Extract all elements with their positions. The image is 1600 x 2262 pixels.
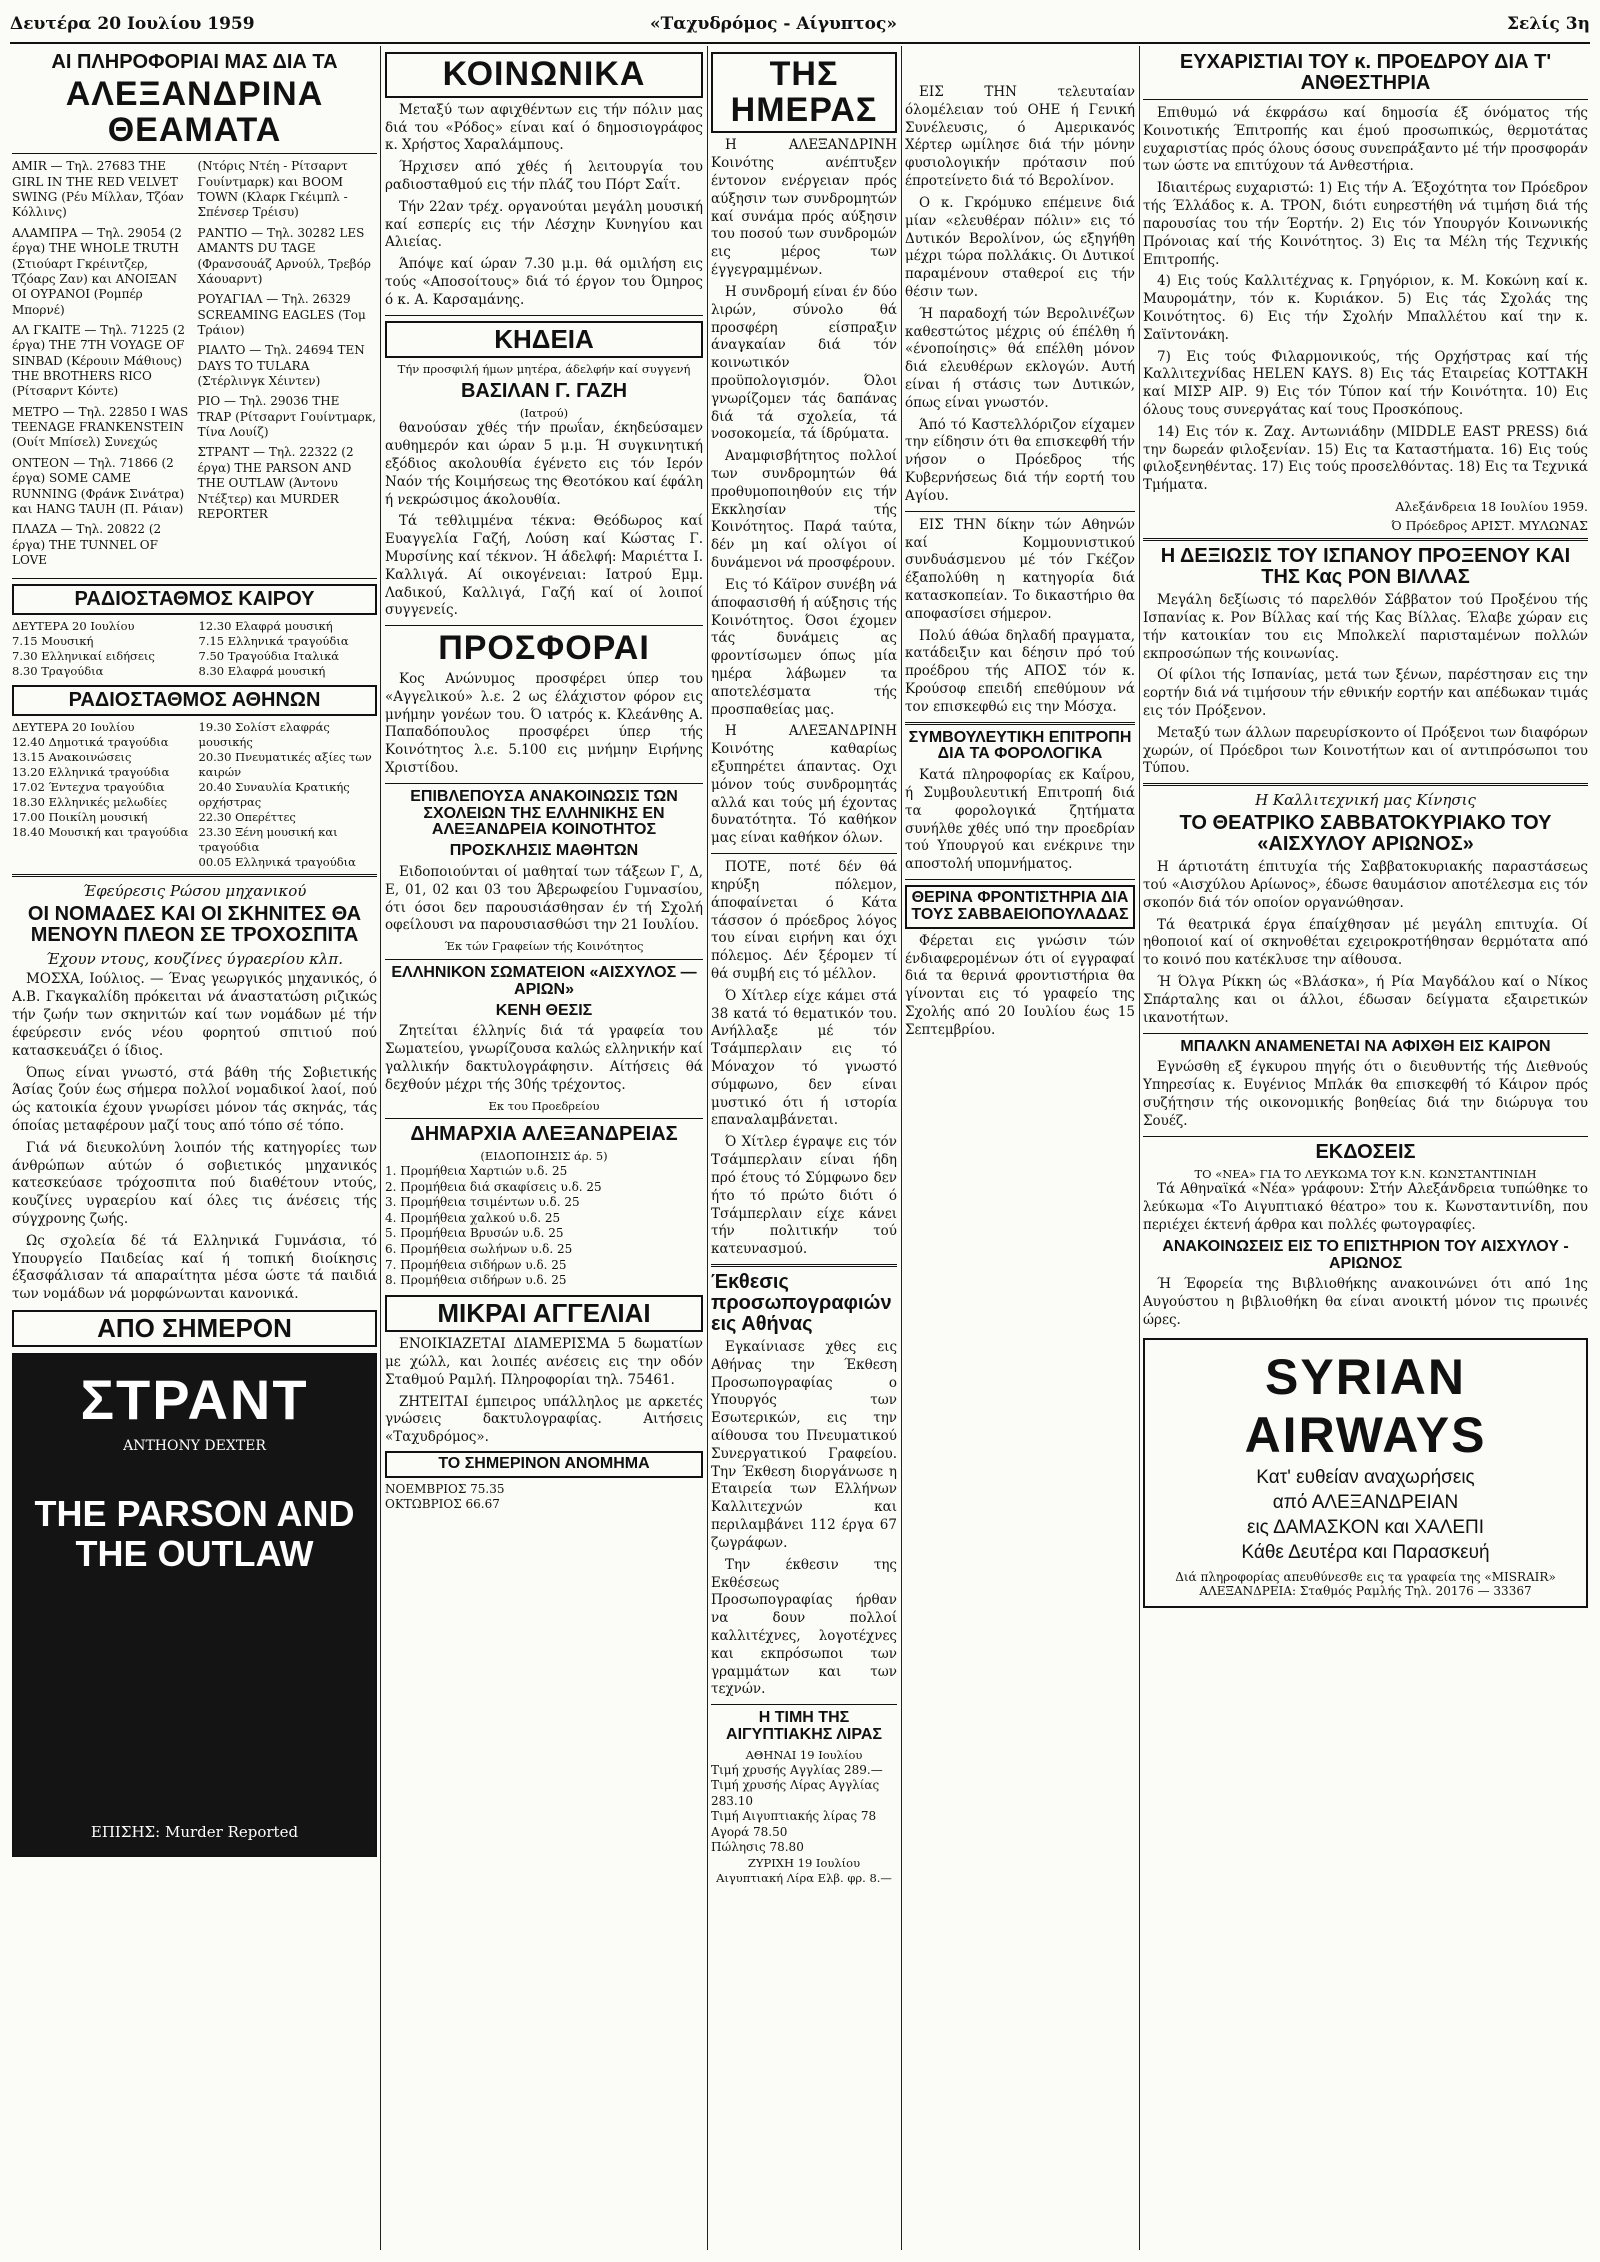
tender-item: 2. Προμήθεια διά σκαφίσεις υ.δ. 25 xyxy=(385,1179,602,1194)
cinema-entry: (Ντόρις Ντέη - Ρίτσαρντ Γουίντμαρκ) και BOOM TOWN (Κλαρκ Γκέιμπλ - Σπένσερ Τρέισυ) xyxy=(197,159,348,220)
pound-rate-note: Αιγυπτιακή Λίρα Ελβ. φρ. 8.— xyxy=(716,1870,892,1885)
municipality-subtitle: (ΕΙΔΟΠΟΙΗΣΙΣ άρ. 5) xyxy=(480,1149,608,1164)
theatre-paragraph: Η άρτιοτάτη έπιτυχία τής Σαββατοκυριακής παραστάσεως τού «Αισχύλου Αρίωνος», έδωσε θαυμάσιον αποτέλεσμα εις τόν σκοπόν διά τόν οποίον οργανώθησαν. xyxy=(1143,859,1588,911)
funeral-name: ΒΑΣΙΛΑΝ Γ. ΓΑΖΗ xyxy=(460,379,628,402)
thanks-title: ΕΥΧΑΡΙΣΤΙΑΙ ΤΟΥ κ. ΠΡΟΕΔΡΟΥ ΔΙΑ Τ' ΑΝΘΕΣΤΗΡΙΑ xyxy=(1179,51,1552,94)
cinema-listings xyxy=(12,159,377,573)
publications-title: ΕΚΔΟΣΕΙΣ xyxy=(1315,1140,1416,1163)
cinema-entry: AMIR — Τηλ. 27683 THE GIRL IN THE RED VELVET SWING (Ρέυ Μίλλαν, Τζόαν Κόλλινς) xyxy=(12,159,184,220)
radio-slot: 20.40 Συναυλία Κρατικής ορχήστρας xyxy=(198,779,350,809)
radio-slot: ΔΕΥΤΕΡΑ 20 Ιουλίου xyxy=(12,619,135,634)
rate-row: Πώλησις 78.80 xyxy=(711,1840,804,1855)
entertainment-headline: ΑΛΕΞΑΝΔΡΙΝΑ ΘΕΑΜΑΤΑ xyxy=(65,75,324,149)
publications-subtitle: ΤΟ «ΝΕΑ» ΓΙΑ ΤΟ ΛΕΥΚΩΜΑ ΤΟΥ Κ.Ν. ΚΩΝΣΤΑΝΤΙΝΙΔΗ xyxy=(1194,1166,1537,1181)
issue-date: Δευτέρα 20 Ιουλίου 1959 xyxy=(10,14,255,34)
index-row: ΝΟΕΜΒΡΙΟΣ 75.35 xyxy=(385,1481,505,1496)
article-kicker: Έφεύρεσις Ρώσου μηχανικού xyxy=(82,882,307,901)
society-text: Ζητείται έλληνίς διά τά γραφεία του Σωματείου, γνωρίζουσα καλώς ελληνικήν καί γαλλικήν δακτυλογράφησιν. Αίτήσεις θά δεχθούν μέχρι τής 30ής τρέχοντος. xyxy=(385,1023,703,1093)
news-paragraph: Ο κ. Γκρόμυκο επέμεινε διά μίαν «ελευθέραν πόλιν» εις τό Δυτικόν Βερολίνον, ώς εξηγήθη μέχρι τώρα πολλάκις. Οι Δυτικοί παραμένουν σταθεροί εις τήν θέσιν των. xyxy=(905,194,1135,300)
news-paragraph: ΕΙΣ ΤΗΝ δίκην τών Αθηνών καί Κομμουνιστικού συνδυάσμενου μέ τόν Γκέζον έξαπολύθη η κατηγορία διά κατασκοπείαν. Το δικαστήριο θα αποφασίσει σήμερον. xyxy=(905,516,1135,622)
black-visit-text: Εγνώσθη εξ έγκυρου πηγής ότι ο διευθυντής τής Διεθνούς Υπηρεσίας κ. Ευγένιος Μπλάκ θα επισκεφθή τό Κάιρον πρός συζήτησιν τής οικονομικής βοηθείας διά την διώρυγα του Σουέζ. xyxy=(1143,1059,1588,1129)
poster-cinema-name: ΣΤΡΑΝΤ xyxy=(80,1368,309,1432)
cinema-entry: ΑΛ ΓΚΑΙΤΕ — Τηλ. 71225 (2 έργα) THE 7TH VOYAGE OF SINBAD (Κέρουιν Μάθιους) THE BROTHERS RICO (Ρίτσαρντ Κόντε) xyxy=(12,322,185,399)
publications-text: Τά Αθηναϊκά «Νέα» γράφουν: Στήν Αλεξάνδρεια τυπώθηκε το λεύκωμα «Το Αιγυπτιακό θέατρο» του κ. Κωνσταντινίδη, που περιέχει έκτενή άρθρα και πολλές φωτογραφίες. xyxy=(1143,1181,1588,1233)
funeral-text: θανούσαν χθές τήν πρωΐαν, έκηδεύσαμεν αυθημερόν και ώραν 5 μ.μ. Ή συγκινητική εξόδιος ακολουθία έγένετο εις τόν Ιερόν Ναόν τής Κοιμήσεως της Θεοτόκου καί έφάλη ή νεκρώσιμος άκολουθία. xyxy=(385,420,703,508)
pound-rates xyxy=(711,1763,897,1857)
radio-slot: 13.20 Ελληνικά τραγούδια xyxy=(12,764,170,779)
school-notice-title: ΕΠΙΒΛΕΠΟΥΣΑ ΑΝΑΚΟΙΝΩΣΙΣ ΤΩΝ ΣΧΟΛΕΙΩΝ ΤΗΣ ΕΛΛΗΝΙΚΗΣ ΕΝ ΑΛΕΞΑΝΔΡΕΙΑ ΚΟΙΝΟΤΗΤΟΣ xyxy=(410,787,678,839)
radio-cairo-schedule xyxy=(12,619,377,679)
article-subhead: Έχουν ντους, κουζίνες ύγραερίου κλπ. xyxy=(45,950,344,969)
cinema-entry: ΣΤΡΑΝΤ — Τηλ. 22322 (2 έργα) THE PARSON AND THE OUTLAW (Άντονυ Ντέξτερ) και MURDER REPORTER xyxy=(197,445,354,521)
radio-slot: ΔΕΥΤΕΡΑ 20 Ιουλίου xyxy=(12,720,135,735)
reception-paragraph: Μεταξύ των άλλων παρευρίσκοντο οί Πρόξενοι των διαφόρων χωρών, οί Πρόεδροι των Κοινοτήτων και οί αντιπρόσωποι του Τύπου. xyxy=(1143,724,1588,777)
reception-paragraph: Μεγάλη δεξίωσις τό παρελθόν Σάββατον τού Προξένου τής Ισπανίας κ. Ρον Βίλλας καί τής Κας Βίλλας. Έλαβε χώραν εις τήν κατοικίαν του εις Μπολκελί παρισταμένων πολλών εκπροσώπων τής κοινωνίας. xyxy=(1143,592,1588,662)
radio-slot: 7.15 Μουσική xyxy=(12,634,94,649)
news-paragraph: ΕΙΣ ΤΗΝ τελευταίαν όλομέλειαν τού ΟΗΕ ή Γενική Συνέλευσις, ό Αμερικανός Χέρτερ ωμίλησε διά τήν μόνην φυσιολογικήν πρότασιν πού έπροτείνετο διά τό Βερολίνον. xyxy=(905,84,1135,190)
ad-contact: Διά πληροφορίας απευθύνεσθε εις τα γραφεία της «MISRAIR» ΑΛΕΞΑΝΔΡΕΙΑ: Σταθμός Ραμλής Τηλ. 20176 — 33367 xyxy=(1175,1569,1556,1598)
social-item: Μεταξύ των αφιχθέντων εις τήν πόλιν μας διά του «Ρόδος» είναι καί ό δημοσιογράφος κ. Χρήστος Χαραλάμπους. xyxy=(385,101,703,154)
funeral-title: ΚΗΔΕΙΑ xyxy=(385,321,703,358)
reception-paragraph: Οί φίλοι τής Ισπανίας, μετά των ξένων, παρέστησαν εις την εορτήν διά νά τιμήσουν τήν εθνικήν εορτήν και απέδωκαν τιμάς εις τόν Πρόξενον. xyxy=(1143,667,1588,719)
ad-line: Κατ' ευθείαν αναχωρήσεις xyxy=(1256,1466,1475,1488)
municipality-items xyxy=(385,1164,703,1289)
poster-star: ANTHONY DEXTER xyxy=(123,1438,266,1455)
editorial-paragraph: Η ΑΛΕΞΑΝΔΡΙΝΗ Κοινότης καθαρίως εξυπηρέτει άπαντας. Οχι μόνον τούς συνδρομητάς αλλά και τούς μή έχοντας δυνατότητα. Τό καθήκον μας είναι καθήκον όλων. xyxy=(711,723,897,847)
radio-slot: 17.00 Ποικίλη μουσική xyxy=(12,809,148,824)
radio-slot: 18.30 Ελληνικές μελωδίες xyxy=(12,794,168,809)
tax-committee-text: Κατά πληροφορίας εκ Καΐρου, ή Συμβουλευτική Επιτροπή διά τα φορολογικά ζητήματα συνήλθε χθές υπό την προεδρίαν τού Υπουργού και ενέκρινε την αποστολή υπομνήματος. xyxy=(905,767,1135,873)
thanks-paragraph: Ιδιαιτέρως ευχαριστώ: 1) Εις τήν Α. Έξοχότητα τον Πρόεδρον τής Έλλάδος κ. Α. ΤΡΟΝ, διότι ευηρεστήθη νά τιμήση διά τής παρουσίας του τήν Έορτήν. 2) Εις τόν Υπουργόν Κοινωνικής Πρόνοιας καί τής Κοινότητος. 3) Εις τα Μέλη τής Τεχνικής Επιτροπής. xyxy=(1143,180,1588,268)
announcements-title: ΑΝΑΚΟΙΝΩΣΕΙΣ ΕΙΣ ΤΟ ΕΠΙΣΤΗΡΙΟΝ ΤΟΥ ΑΙΣΧΥΛΟΥ - ΑΡΙΩΝΟΣ xyxy=(1162,1237,1569,1272)
airline-name: SYRIAN AIRWAYS xyxy=(1244,1348,1487,1463)
cinema-entry: ΑΛΑΜΠΡΑ — Τηλ. 29054 (2 έργα) THE WHOLE TRUTH (Στιούαρτ Γκρέιντζερ, Τζόαρς Ζαν) και ΑΝΟΙΞΑΝ ΟΙ ΟΥΡΑΝΟΙ (Ρομπέρ Μπορνέ) xyxy=(12,225,182,317)
news-paragraph: Πολύ άθώα δηλαδή πραγματα, κατάδειξιν και δέησιν πρό τού προέδρου τής ΑΠΟΣ τόν κ. Κρούσοφ επειδή επεθύμουν νά τον επισκεφθώ εις την Μόσχα. xyxy=(905,627,1135,715)
social-title: ΚΟΙΝΩΝΙΚΑ xyxy=(385,52,703,98)
article-paragraph: Γιά νά διευκολύνη λοιπόν τής κατηγορίες των άνθρώπων αύτών ό σοβιετικός μηχανικός κατεσκεύασε τρόχοσπιτα πού διαθέτουν ντούς, κουζίνες υγραερίου καί όλες τις άνέσεις τής σύγχρονης ζωής. xyxy=(12,1139,377,1228)
funeral-subname: (Ιατρού) xyxy=(519,405,569,420)
thanks-paragraph: 7) Εις τούς Φιλαρμονικούς, τής Ορχήστρας καί τής Καλλιτεχνίδας HELEN KAYS. 8) Εις τάς Εταιρείας ΚΟΤΤΑΚΗ καί ΜΙΣΡ ΑΙΡ. 9) Εις τόν Τύπον καί τήν Κοινότητα. 10) Εις όλους τους συνεργάτας καί τους Προσκόπους. xyxy=(1143,348,1588,418)
article-paragraph: Ως σχολεία δέ τά Ελληνικά Γυμνάσια, τό Υπουργείο Παιδείας καί ή τοπική διοίκησις έξασφάλισαν τά απαραίτητα μέσα ώστε τά παιδιά των νομάδων νά μορφώνωνται κανονικά. xyxy=(12,1232,377,1303)
radio-slot: 12.40 Δημοτικά τραγούδια xyxy=(12,735,169,750)
page-number: Σελίς 3η xyxy=(1507,14,1590,34)
radio-slot: 22.30 Οπερέττες xyxy=(198,809,296,824)
tender-item: 3. Προμήθεια τσιμέντων υ.δ. 25 xyxy=(385,1195,580,1210)
ad-line: από ΑΛΕΞΑΝΔΡΕΙΑΝ xyxy=(1272,1491,1459,1513)
social-item: Τήν 22αν τρέχ. οργανούται μεγάλη μουσική καί εσπερίς εις τήν Λέσχην Κυνηγίου και Αλιείας. xyxy=(385,198,703,251)
rate-row: Τιμή χρυσής Αγγλίας 289.— xyxy=(711,1762,883,1777)
reception-title: Η ΔΕΞΙΩΣΙΣ ΤΟΥ ΙΣΠΑΝΟΥ ΠΡΟΞΕΝΟΥ ΚΑΙ ΤΗΣ Κας ΡΟΝ ΒΙΛΛΑΣ xyxy=(1160,545,1571,589)
article-paragraph: ΜΟΣΧΑ, Ιούλιος. — Ένας γεωργικός μηχανικός, ό Α.Β. Γκαγκαλίδη πρόκειται νά άναστατώση ριζικώς τήν ζωήν των σκηνιτών καί των νομάδων μέ τήν έφεύρεσιν ενός νέου φορητού σπιτιού πού κατασκευάζει ό ίδιος. xyxy=(12,971,377,1059)
column-divider xyxy=(1139,46,1140,2250)
radio-slot: 8.30 Τραγούδια xyxy=(12,664,104,679)
radio-slot: 23.30 Ξένη μουσική και τραγούδια xyxy=(198,824,338,854)
radio-slot: 18.40 Μουσική και τραγούδια xyxy=(12,824,189,839)
editorial-paragraph: Ό Χίτλερ έγραψε εις τόν Τσάμπερλαιν είναι ήδη πρό έτους τό Σύμφωνο δεν ήτο τό πρώτο διότι ό Τσάμπερλαιν είχε κάνει τήν πολιτικήν τού κατευνασμού. xyxy=(711,1134,897,1258)
social-item: Ήρχισεν από χθές ή λειτουργία του ραδιοσταθμού εις τήν πλάζ του Πόρτ Σαΐτ. xyxy=(385,159,703,193)
radio-athens-title: ΡΑΔΙΟΣΤΑΘΜΟΣ ΑΘΗΝΩΝ xyxy=(12,685,377,716)
summer-school-text: Φέρεται εις γνώσιν τών ένδιαφερομένων ότι οί εγγραφαί διά τα θερινά φροντιστήρια θα γίνονται εις τό γραφείο της Σχολής από 20 Ιουλίου έως 15 Σεπτεμβρίου. xyxy=(905,932,1135,1038)
cinema-entry: ΜΕΤΡΟ — Τηλ. 22850 I WAS TEENAGE FRANKENSTEIN (Ουίτ Μπίσελ) Συνεχώς xyxy=(12,404,189,450)
radio-slot: 13.15 Ανακοινώσεις xyxy=(12,749,132,764)
pound-rate-title: Η ΤΙΜΗ ΤΗΣ ΑΙΓΥΠΤΙΑΚΗΣ ΛΙΡΑΣ xyxy=(726,1709,882,1743)
column-divider xyxy=(901,46,902,2250)
tender-item: 1. Προμήθεια Χαρτιών υ.δ. 25 xyxy=(385,1164,568,1179)
thanks-signature: Ό Πρόεδρος ΑΡΙΣΤ. ΜΥΛΩΝΑΣ xyxy=(1391,518,1588,534)
radio-slot: 8.30 Ελαφρά μουσική xyxy=(198,664,326,679)
masthead xyxy=(10,8,1590,44)
classified-ad: ΕΝΟΙΚΙΑΖΕΤΑΙ ΔΙΑΜΕΡΙΣΜΑ 5 δωματίων με χώλλ, και λοιπές ανέσεις εις την οδόν Σταθμού Ραμλή. Πληροφορίαι τηλ. 75461. xyxy=(385,1336,703,1388)
cinema-entry: ΡΑΝΤΙΟ — Τηλ. 30282 LES AMANTS DU TAGE (Φρανσουάζ Αρνούλ, Τρεβόρ Χάουαρντ) xyxy=(197,225,371,286)
school-notice-subtitle: ΠΡΟΣΚΛΗΣΙΣ ΜΑΘΗΤΩΝ xyxy=(449,842,639,860)
movie-poster-ad xyxy=(12,1353,377,1857)
radio-slot: 7.15 Ελληνικά τραγούδια xyxy=(198,634,349,649)
thanks-paragraph: Επιθυμώ νά έκφράσω καί δημοσία έξ όνόματος τής Κοινοτικής Έπιτροπής και έμού προσωπικώς, θερμοτάτας ευχαριστίας πρός όλους όσους συνεπράξαντο μέ τήν προσφοράν των ώστε να επιτύχουν τά Ανθεστήρια. xyxy=(1143,105,1588,175)
editorial-paragraph: Η ΑΛΕΞΑΝΔΡΙΝΗ Κοινότης ανέπτυξεν έντονον ενέργειαν πρός αύξησιν των συνδρομητών καί συνάμα πρός αύξησιν του ποσού των συνδρομών εις μέρος των έγγεγραμμένων. xyxy=(711,137,897,279)
tender-item: 6. Προμήθεια σωλήνων υ.δ. 25 xyxy=(385,1242,573,1257)
thanks-paragraph: 4) Εις τούς Καλλιτέχνας κ. Γρηγόριον, κ. Μ. Κοκώνη καί κ. Μαυρομάτην, τόν κ. Κυριάκον. 5) Εις τάς Σχολάς της Κοινότητος. 6) Εις τήν Σχολήν Μπαλλέτου καί την κ. Σαϊντονάκη. xyxy=(1143,273,1588,343)
radio-slot: 17.02 Έντεχνα τραγούδια xyxy=(12,779,165,794)
editorial-paragraph: ΠΟΤΕ, ποτέ δέν θά κηρύξη πόλεμον, άποφαίνεται ό Κάτα τάσσον ό πρόεδρος λόγος του είναι ειρήνη και όχι πόλεμος. Δέν ξέρομεν τί θά συμβή εις τό μέλλον. xyxy=(711,859,897,982)
index-row: ΟΚΤΩΒΡΙΟΣ 66.67 xyxy=(385,1497,500,1512)
radio-slot: 19.30 Σολίστ ελαφράς μουσικής xyxy=(198,720,330,750)
tax-committee-title: ΣΥΜΒΟΥΛΕΥΤΙΚΗ ΕΠΙΤΡΟΠΗ ΔΙΑ ΤΑ ΦΟΡΟΛΟΓΙΚΑ xyxy=(908,728,1132,763)
society-sign: Εκ του Προεδρείου xyxy=(488,1098,600,1113)
rate-row: Τιμή Αιγυπτιακής λίρας 78 xyxy=(711,1809,877,1824)
pound-rate-city: ΖΥΡΙΧΗ 19 Ιουλίου xyxy=(747,1856,861,1871)
ad-line: εις ΔΑΜΑΣΚΟΝ και ΧΑΛΕΠΙ xyxy=(1246,1516,1485,1538)
editorial-paragraph: Αναμφισβήτητος πολλοί των συνδρομητών θά προθυμοποιηθούν εις τήν Εκκλησίαν τής Κοινότητος. Παρά ταύτα, δέν μη καί ολίγοι οί δυνάμενοι νά προσφέρουν. xyxy=(711,448,897,572)
article-paragraph: Όπως είναι γνωστό, στά βάθη τής Σοβιετικής Άσίας ζούν έως σήμερα πολλοί νομαδικοί λαοί, πού ώς κατοικία έχουν γνωρίσει μόνον τάς σκηνάς, τάς όποίας μεταφέρουν μαζί τους από τόπο σέ τόπο. xyxy=(12,1064,377,1134)
column-5 xyxy=(1143,48,1588,2250)
radio-slot: 12.30 Ελαφρά μουσική xyxy=(198,619,333,634)
ad-line: Κάθε Δευτέρα και Παρασκευή xyxy=(1241,1541,1490,1563)
funeral-family: Τά τεθλιμμένα τέκνα: Θεόδωρος καί Ευαγγελία Γαζή, Λούση καί Κώστας Γ. Μυρσίνης καί τέκνον. Ή άδελφή: Μαριέττα Ι. Καλλιγά. Αί οικογένειαι: Ιατρού Εμμ. Λαδικού, Καλλιγά, Γαζή καί οί λοιποί συγγενείς. xyxy=(385,513,703,619)
society-title: ΕΛΛΗΝΙΚΟΝ ΣΩΜΑΤΕΙΟΝ «ΑΙΣΧΥΛΟΣ — ΑΡΙΩΝ» xyxy=(391,964,697,998)
radio-slot: 7.30 Ελληνικαί ειδήσεις xyxy=(12,649,155,664)
news-paragraph: Ή παραδοχή τών Βερολινέζων καθεστώτος μέχρις ού έπέλθη ή «ένοποίησις» θά επέλθη μόνον διά ελευθέρων εκλογών. Αυτή είναι ή στάσις των Δυτικών, όπως είναι γνωστόν. xyxy=(905,305,1135,411)
editorial-paragraph: Ό Χίτλερ είχε κάμει στά 38 κατά τό θεματικόν του. Ανήλλαξε μέ τόν Τσάμπερλαιν εις τό Μόναχον τό γνωστό σύμφωνο, δεν είναι μυστικό ότι ή ιστορία επαναλαμβάνεται. xyxy=(711,987,897,1129)
index-rows xyxy=(385,1482,703,1513)
exhibition-paragraph: Εγκαίνιασε χθες εις Αθήνας την Έκθεση Προσωπογραφίας ο Υπουργός των Εσωτερικών, εις την αίθουσα του Πνευματικού Συνεργατικού Γραφείου. Την Έκθεση διοργάνωσε η Εταιρεία των Ελλήνων Καλλιτεχνών και περιλαμβάνει 112 έργα 67 ζωγράφων. xyxy=(711,1338,897,1551)
column-2 xyxy=(385,48,703,2250)
editorial-title: ΤΗΣ ΗΜΕΡΑΣ xyxy=(711,52,897,133)
school-notice-text: Ειδοποιούνται οί μαθηταί των τάξεων Γ, Δ, Ε, 01, 02 και 03 του Άβερωφείου Γυμνασίου, ότι όσοι δεν παρουσιάσθησαν έν τή Σχολή οφείλουσι να παρουσιασθώσι την 21 Ιουλίου. xyxy=(385,864,703,934)
cinema-entry: ΡΟΥΑΓΙΑΛ — Τηλ. 26329 SCREAMING EAGLES (Τομ Τράιον) xyxy=(197,292,366,337)
funeral-intro: Τήν προσφιλή ήμων μητέρα, άδελφήν καί συγγενή xyxy=(397,361,691,376)
arts-kicker: Η Καλλιτεχνική μας Κίνησις xyxy=(1255,791,1476,810)
radio-cairo-title: ΡΑΔΙΟΣΤΑΘΜΟΣ ΚΑΙΡΟΥ xyxy=(12,584,377,615)
exhibition-paragraph: Την έκθεσιν της Εκθέσεως Προσωπογραφίας ήρθαν να δουν πολλοί καλλιτέχνες, λογοτέχνες και εκπρόσωποι των γραμμάτων και των τεχνών. xyxy=(711,1556,897,1698)
poster-extra: ΕΠΙΣΗΣ: Murder Reported xyxy=(90,1823,299,1842)
cinema-ad-title: ΑΠΟ ΣΗΜΕΡΟΝ xyxy=(12,1310,377,1347)
rate-row: Τιμή χρυσής Λίρας Αγγλίας 283.10 xyxy=(711,1778,880,1808)
newspaper-name: «Ταχυδρόμος - Αίγυπτος» xyxy=(650,14,897,34)
exhibition-headline: Έκθεσις προσωπογραφιών εις Αθήνας xyxy=(711,1270,892,1335)
editorial-paragraph: Η συνδρομή είναι έν δύο λιρών, σύνολο θά προσφέρη είσπραξιν άναγκαίαν διά τόν κοινωτικόν προϋπολογισμόν. Όλοι γνωρίζομεν τάς δαπάνας διά τά σχολεία, τά νοσοκομεία, τά ίδρύματα. xyxy=(711,283,897,443)
radio-slot: 00.05 Ελληνικά τραγούδια xyxy=(198,854,356,869)
column-1 xyxy=(12,48,377,2250)
column-divider xyxy=(380,46,381,2250)
tender-item: 5. Προμήθεια Βρυσών υ.δ. 25 xyxy=(385,1226,564,1241)
pound-rate-city: ΑΘΗΝΑΙ 19 Ιουλίου xyxy=(745,1747,863,1762)
offerings-title: ΠΡΟΣΦΟΡΑΙ xyxy=(438,629,650,668)
tender-item: 4. Προμήθεια χαλκού υ.δ. 25 xyxy=(385,1210,561,1225)
column-divider xyxy=(707,46,708,2250)
radio-slot: 20.30 Πνευματικές αξίες των καιρών xyxy=(198,749,372,779)
theatre-paragraph: Τά θεατρικά έργα έπαίχθησαν μέ μεγάλη επιτυχία. Οί ηθοποιοί καί οί σκηνοθέται εχειροκροτήθησαν θερμότατα από το κοινό που κατέκλυσε την αίθουσα. xyxy=(1143,916,1588,969)
entertainment-kicker: ΑΙ ΠΛΗΡΟΦΟΡΙΑΙ ΜΑΣ ΔΙΑ ΤΑ xyxy=(51,51,338,73)
news-paragraph: Άπό τό Καστελλόριζον είχαμεν την είδησιν ότι θα επισκεφθή τήν νήσον ο Πρόεδρος τής Κυβερνήσεως διά τήν εορτή του Αγίου. xyxy=(905,416,1135,504)
cinema-entry: ΡΙΑΛΤΟ — Τηλ. 24694 TEN DAYS TO TULARA (Στέρλινγκ Χέιντεν) xyxy=(197,343,365,389)
theatre-title: ΤΟ ΘΕΑΤΡΙΚΟ ΣΑΒΒΑΤΟΚΥΡΙΑΚΟ ΤΟΥ «ΑΙΣΧΥΛΟΥ ΑΡΙΩΝΟΣ» xyxy=(1179,812,1552,856)
cinema-entry: ΠΛΑΖΑ — Τηλ. 20822 (2 έργα) THE TUNNEL OF LOVE xyxy=(12,522,162,567)
offerings-text: Κος Ανώνυμος προσφέρει ύπερ του «Αγγελικού» λ.ε. 2 ως έλάχιστον φόρον εις μνήμην γονέων του. Ό ιατρός κ. Κλεάνθης Α. Παπαδόπουλος προσφέρει ύπερ τής Κοινότητος λ.ε. 5.100 εις μνήμην Ειρήνης Χριστίδου. xyxy=(385,670,703,777)
classifieds-title: ΜΙΚΡΑΙ ΑΓΓΕΛΙΑΙ xyxy=(385,1295,703,1332)
article-headline: ΟΙ ΝΟΜΑΔΕΣ ΚΑΙ ΟΙ ΣΚΗΝΙΤΕΣ ΘΑ ΜΕΝΟΥΝ ΠΛΕΟΝ ΣΕ ΤΡΟΧΟΣΠΙΤΑ xyxy=(27,903,362,947)
tender-item: 7. Προμήθεια σιδήρων υ.δ. 25 xyxy=(385,1257,567,1272)
syrian-airways-ad xyxy=(1143,1338,1588,1608)
summer-school-title: ΘΕΡΙΝΑ ΦΡΟΝΤΙΣΤΗΡΙΑ ΔΙΑ ΤΟΥΣ ΣΑΒΒΑΕΙΟΠΟΥΛΑΔΑΣ xyxy=(905,885,1135,929)
society-subtitle: ΚΕΝΗ ΘΕΣΙΣ xyxy=(495,1001,593,1019)
social-item: Άπόψε καί ώραν 7.30 μ.μ. θά ομιλήση εις τούς «Αποσοίτους» διά τό έργον του Όμηρος ό κ. Α. Καρσαμάνης. xyxy=(385,256,703,308)
radio-athens-schedule xyxy=(12,720,377,869)
thanks-paragraph: 14) Εις τόν κ. Ζαχ. Αντωνιάδην (MIDDLE EAST PRESS) διά την δωρεάν φιλοξενίαν. 15) Εις τα Καταστήματα. 16) Εις τούς φιλοξενηθέντας. 17) Εις τούς προσελθόντας. 18) Εις τα Τεχνικά Τμήματα. xyxy=(1143,423,1588,494)
poster-film-title: THE PARSON AND THE OUTLAW xyxy=(34,1493,355,1574)
black-visit-title: ΜΠΑΛΚΝ ΑΝΑΜΕΝΕΤΑΙ ΝΑ ΑΦΙΧΘΗ ΕΙΣ ΚΑΙΡΟΝ xyxy=(1180,1037,1551,1055)
classified-ad: ΖΗΤΕΙΤΑΙ έμπειρος υπάλληλος με αρκετές γνώσεις δακτυλογραφίας. Αιτήσεις «Ταχυδρόμος». xyxy=(385,1393,703,1446)
thanks-date: Αλεξάνδρεια 18 Ιουλίου 1959. xyxy=(1395,499,1588,515)
index-title: ΤΟ ΣΗΜΕΡΙΝΟΝ ΑΝΟΜΗΜΑ xyxy=(385,1451,703,1478)
column-4 xyxy=(905,48,1135,2250)
school-notice-sign: Έκ τών Γραφείων τής Κοινότητος xyxy=(444,939,644,954)
rate-row: Αγορά 78.50 xyxy=(711,1824,788,1839)
radio-slot: 7.50 Τραγούδια Ιταλικά xyxy=(198,649,340,664)
tender-item: 8. Προμήθεια σιδήρων υ.δ. 25 xyxy=(385,1273,567,1288)
cinema-entry: ΟΝΤΕΟΝ — Τηλ. 71866 (2 έργα) SOME CAME RUNNING (Φράνκ Σινάτρα) και HANG TAUH (Π. Ράιαν) xyxy=(12,455,185,516)
theatre-paragraph: Ή Όλγα Ρίκκη ώς «Βλάσκα», ή Ρία Μαγδάλου καί ο Νίκος Σπάρταλης και οι άλλοι, έδωσαν δείγματα εξαιρετικών ικανοτήτων. xyxy=(1143,974,1588,1026)
editorial-paragraph: Εις τό Κάϊρον συνέβη νά άποφασισθή ή αύξησις τής Κοινότητος. Όσοι έχομεν τάς δυνάμεις ας φροντίσωμεν όπως μία ημέρα λάβωμεν τα αποτελέσματα τής προσπαθείας μας. xyxy=(711,576,897,718)
cinema-entry: ΡΙΟ — Τηλ. 29036 THE TRAP (Ρίτσαρντ Γουίντμαρκ, Τίνα Λουίζ) xyxy=(197,394,377,440)
municipality-title: ΔΗΜΑΡΧΙΑ ΑΛΕΞΑΝΔΡΕΙΑΣ xyxy=(410,1123,678,1146)
announcements-text: Ή Έφορεία της Βιβλιοθήκης ανακοινώνει ότι από 1ης Αυγούστου η βιβλιοθήκη θα είναι ανοικτή μόνον τις πρωινές ώρες. xyxy=(1143,1276,1588,1328)
column-3 xyxy=(711,48,897,2250)
